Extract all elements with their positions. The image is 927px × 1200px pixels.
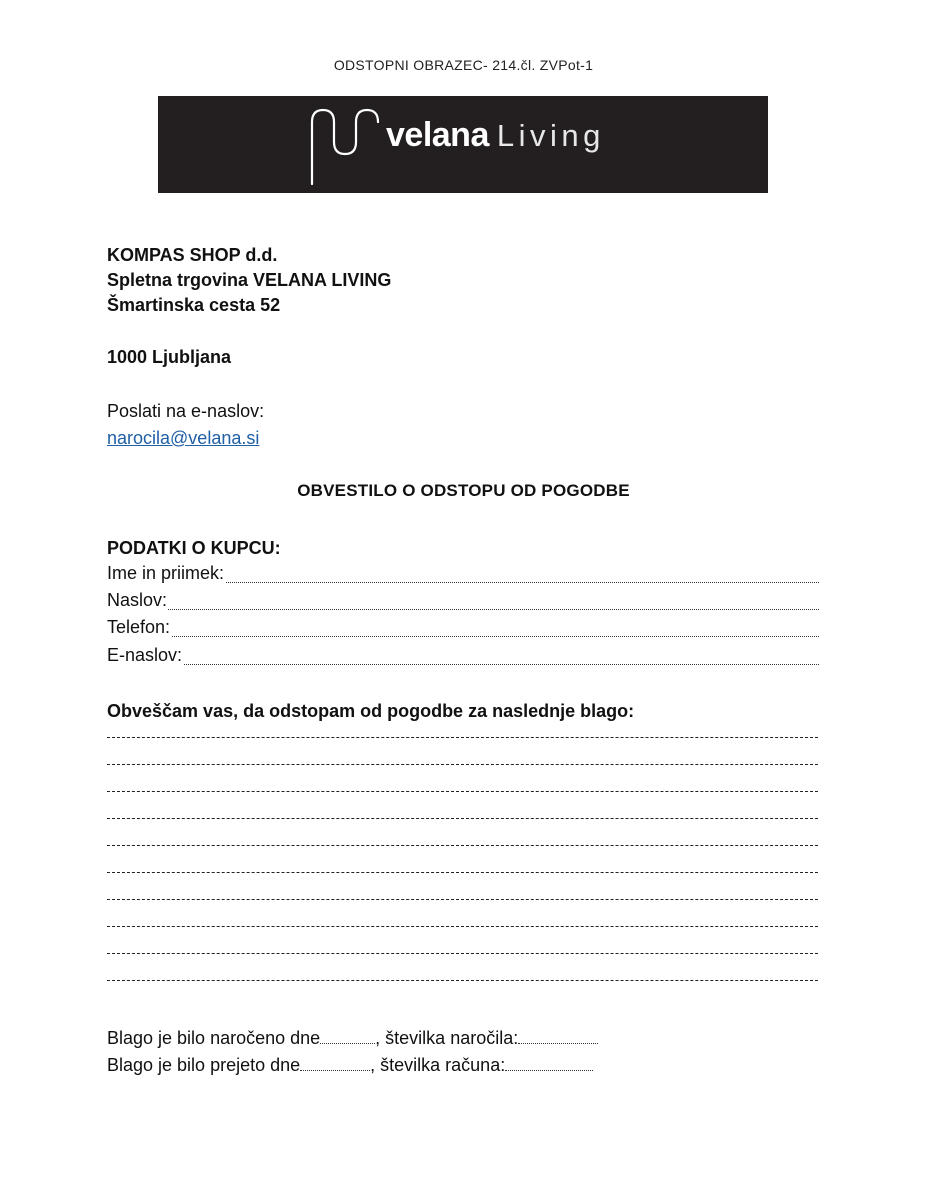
email-field-label: E-naslov: — [107, 645, 183, 665]
goods-line-6[interactable] — [107, 872, 818, 875]
logo-sub-text: Living — [496, 118, 605, 153]
received-date-field[interactable] — [300, 1054, 370, 1071]
received-date-label: Blago je bilo prejeto dne — [107, 1055, 301, 1075]
invoice-number-label: , številka računa: — [370, 1055, 506, 1075]
store-name: Spletna trgovina VELANA LIVING — [107, 270, 392, 290]
address-field-label: Naslov: — [107, 590, 168, 610]
name-field-label: Ime in priimek: — [107, 563, 225, 583]
company-name: KOMPAS SHOP d.d. — [107, 245, 278, 265]
ordered-date-label: Blago je bilo naročeno dne — [107, 1028, 321, 1048]
goods-line-4[interactable] — [107, 818, 818, 821]
logo-brand-text: velana — [386, 116, 489, 154]
order-number-field[interactable] — [518, 1027, 598, 1044]
logo-wordmark — [386, 118, 605, 152]
address-field[interactable] — [107, 590, 819, 617]
velana-living-logo — [158, 96, 768, 193]
customer-heading: PODATKI O KUPCU: — [107, 538, 281, 558]
goods-line-3[interactable] — [107, 791, 818, 794]
order-info-row — [107, 1026, 598, 1051]
phone-field[interactable] — [107, 617, 819, 644]
company-address — [107, 243, 391, 318]
order-number-label: , številka naročila: — [375, 1028, 519, 1048]
velana-logo-mark-icon — [306, 104, 386, 186]
invoice-number-field[interactable] — [505, 1054, 593, 1071]
goods-line-1[interactable] — [107, 737, 818, 740]
email-field[interactable] — [107, 645, 819, 672]
goods-line-2[interactable] — [107, 764, 818, 767]
goods-line-8[interactable] — [107, 926, 818, 929]
email-link[interactable]: narocila@velana.si — [107, 428, 260, 448]
phone-field-label: Telefon: — [107, 617, 171, 637]
receipt-info-row — [107, 1053, 593, 1078]
send-to-label: Poslati na e-naslov: — [107, 401, 265, 421]
name-field[interactable] — [107, 563, 819, 590]
goods-line-10[interactable] — [107, 980, 818, 983]
goods-line-7[interactable] — [107, 899, 818, 902]
form-title: ODSTOPNI OBRAZEC- 214.čl. ZVPot-1 — [333, 57, 594, 73]
notice-title: OBVESTILO O ODSTOPU OD POGODBE — [297, 481, 630, 500]
ordered-date-field[interactable] — [320, 1027, 375, 1044]
street-address: Šmartinska cesta 52 — [107, 295, 281, 315]
goods-line-5[interactable] — [107, 845, 818, 848]
withdrawal-statement: Obveščam vas, da odstopam od pogodbe za naslednje blago: — [107, 701, 635, 721]
city-line: 1000 Ljubljana — [107, 347, 232, 367]
goods-line-9[interactable] — [107, 953, 818, 956]
